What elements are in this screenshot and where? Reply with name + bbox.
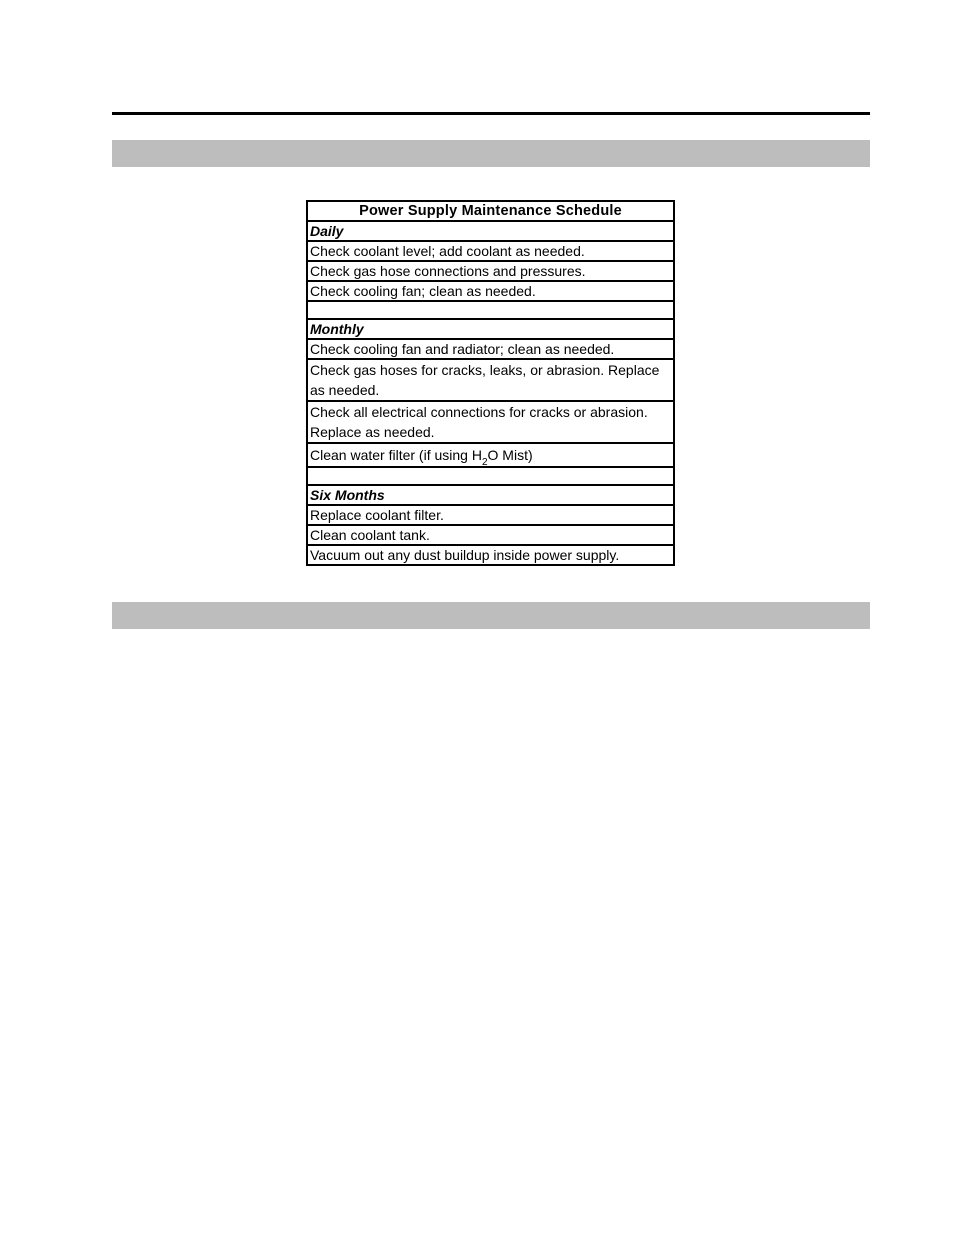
section-heading-six-months: Six Months xyxy=(307,485,674,505)
maintenance-schedule-table xyxy=(306,200,675,566)
table-row xyxy=(307,443,674,467)
table-row xyxy=(307,301,674,319)
schedule-item: Check all electrical connections for cracks or abrasion. Replace as needed. xyxy=(307,401,674,443)
table-row xyxy=(307,401,674,443)
table-row xyxy=(307,505,674,525)
section-heading-monthly: Monthly xyxy=(307,319,674,339)
schedule-item: Clean coolant tank. xyxy=(307,525,674,545)
schedule-item: Check gas hose connections and pressures. xyxy=(307,261,674,281)
schedule-item: Check cooling fan and radiator; clean as needed. xyxy=(307,339,674,359)
table-row xyxy=(307,261,674,281)
schedule-item-water-filter xyxy=(307,443,674,467)
section-band-bottom xyxy=(112,602,870,629)
header-rule xyxy=(112,112,870,115)
water-filter-text-after: O Mist) xyxy=(487,447,533,463)
table-row xyxy=(307,281,674,301)
schedule-item: Check coolant level; add coolant as needed. xyxy=(307,241,674,261)
schedule-item: Check gas hoses for cracks, leaks, or abrasion. Replace as needed. xyxy=(307,359,674,401)
table-row xyxy=(307,241,674,261)
table-row xyxy=(307,319,674,339)
table-row xyxy=(307,467,674,485)
table-row xyxy=(307,359,674,401)
schedule-item: Check cooling fan; clean as needed. xyxy=(307,281,674,301)
table-row xyxy=(307,201,674,221)
table-row xyxy=(307,525,674,545)
water-filter-text-before: Clean water filter (if using H xyxy=(310,447,482,463)
table-row xyxy=(307,485,674,505)
table-title: Power Supply Maintenance Schedule xyxy=(307,201,674,221)
section-heading-daily: Daily xyxy=(307,221,674,241)
table-row xyxy=(307,221,674,241)
schedule-item: Replace coolant filter. xyxy=(307,505,674,525)
water-filter-subscript: 2 xyxy=(481,457,488,467)
blank-row xyxy=(307,467,674,485)
blank-row xyxy=(307,301,674,319)
section-band-top xyxy=(112,140,870,167)
table-row xyxy=(307,339,674,359)
schedule-item: Vacuum out any dust buildup inside power supply. xyxy=(307,545,674,565)
table-row xyxy=(307,545,674,565)
